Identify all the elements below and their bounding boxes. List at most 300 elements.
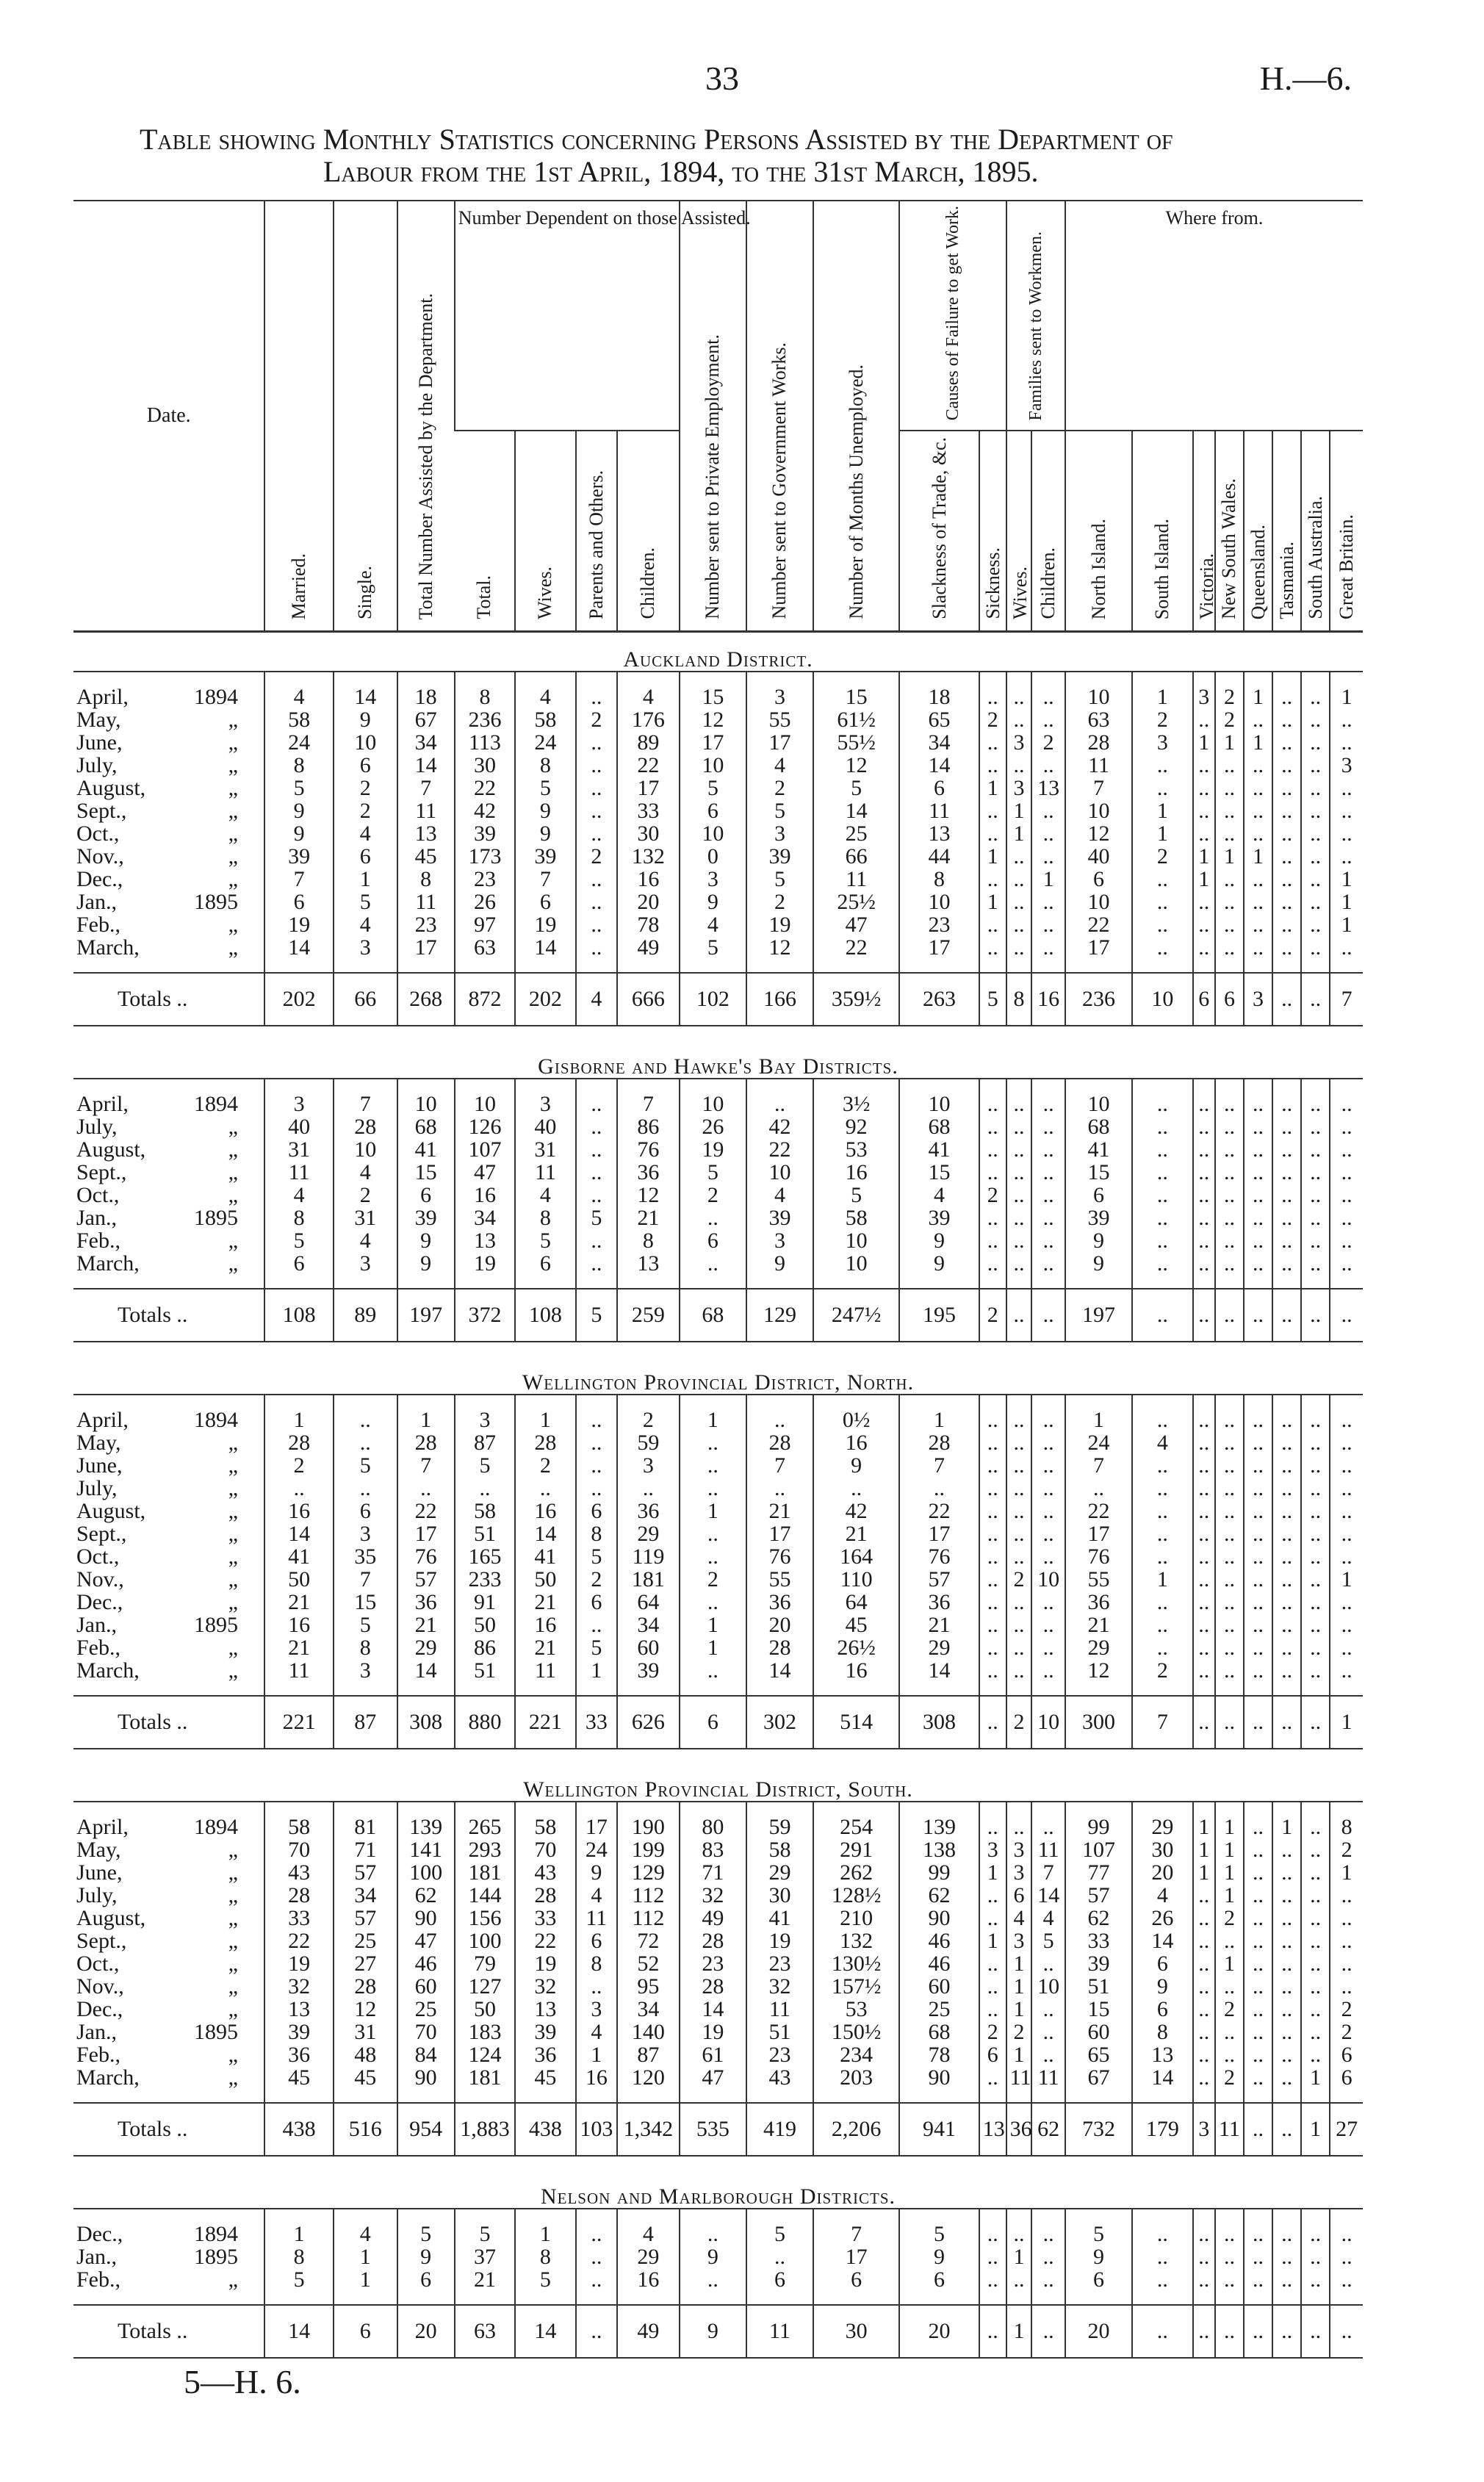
table-cell: 19 [746, 913, 813, 936]
table-cell: 22 [617, 754, 680, 777]
totals-cell: 11 [1215, 2103, 1244, 2156]
table-cell: 5 [397, 2223, 455, 2245]
table-cell: .. [1215, 822, 1244, 845]
table-cell: 5 [576, 1636, 617, 1659]
table-cell: .. [680, 2268, 746, 2291]
table-cell: .. [334, 1477, 397, 1500]
table-cell: .. [576, 1252, 617, 1275]
table-cell: .. [1215, 891, 1244, 913]
totals-cell: .. [1301, 973, 1330, 1026]
table-cell: 139 [899, 1816, 979, 1838]
table-cell: 22 [746, 1138, 813, 1161]
table-cell: .. [746, 2245, 813, 2268]
table-cell: .. [979, 1907, 1006, 1929]
row-date [73, 1252, 264, 1275]
totals-cell: 666 [617, 973, 680, 1026]
table-cell: 107 [455, 1138, 515, 1161]
table-cell: 1 [334, 2268, 397, 2291]
table-cell: .. [1031, 686, 1065, 708]
totals-cell: 247½ [813, 1289, 899, 1342]
table-cell: 10 [1065, 1093, 1132, 1115]
table-cell: 10 [680, 822, 746, 845]
table-cell: 4 [617, 686, 680, 708]
table-row [73, 2066, 1363, 2089]
table-cell: 77 [1065, 1861, 1132, 1884]
row-date [73, 1522, 264, 1545]
table-row [73, 845, 1363, 868]
table-cell: 17 [899, 1522, 979, 1545]
table-cell: .. [1215, 868, 1244, 891]
table-cell: 90 [899, 2066, 979, 2089]
table-cell: 183 [455, 2021, 515, 2043]
row-date [73, 1477, 264, 1500]
table-cell: 16 [264, 1500, 333, 1522]
table-cell: 13 [264, 1998, 333, 2021]
table-cell: 39 [455, 822, 515, 845]
table-cell: .. [1006, 1229, 1032, 1252]
table-cell: 43 [515, 1861, 575, 1884]
table-cell: 1 [1330, 891, 1363, 913]
table-cell: 5 [746, 868, 813, 891]
table-cell: .. [1031, 1816, 1065, 1838]
row-date [73, 1884, 264, 1907]
table-cell: .. [1031, 1093, 1065, 1115]
table-cell: 17 [746, 1522, 813, 1545]
table-row [73, 2245, 1363, 2268]
table-cell: .. [1006, 2223, 1032, 2245]
table-cell: .. [1330, 1929, 1363, 1952]
table-cell: 17 [1065, 936, 1132, 959]
row-date [73, 1998, 264, 2021]
table-cell: .. [1006, 1545, 1032, 1568]
totals-cell: 195 [899, 1289, 979, 1342]
table-cell: 1 [979, 1861, 1006, 1884]
row-date [73, 2021, 264, 2043]
table-cell: .. [1215, 1522, 1244, 1545]
table-cell: 41 [397, 1138, 455, 1161]
table-cell: .. [1006, 845, 1032, 868]
table-cell: .. [680, 1431, 746, 1454]
table-cell: 8 [576, 1952, 617, 1975]
table-cell: 14 [899, 1659, 979, 1682]
totals-cell: .. [1244, 1696, 1272, 1749]
table-cell: .. [1031, 1500, 1065, 1522]
table-cell: 76 [746, 1545, 813, 1568]
table-cell: 1 [1031, 868, 1065, 891]
table-cell: 41 [264, 1545, 333, 1568]
table-cell: 1 [1132, 686, 1192, 708]
table-cell: 51 [455, 1522, 515, 1545]
table-cell: .. [1244, 708, 1272, 731]
table-cell: 57 [334, 1907, 397, 1929]
table-cell: 28 [746, 1636, 813, 1659]
table-cell: 7 [397, 1454, 455, 1477]
table-cell: .. [1301, 1952, 1330, 1975]
table-cell: 6 [1065, 868, 1132, 891]
table-cell: 2 [1132, 1659, 1192, 1682]
table-cell: 1 [515, 2223, 575, 2245]
table-cell: 1 [1006, 2245, 1032, 2268]
totals-cell: 221 [264, 1696, 333, 1749]
totals-label: Totals .. [73, 2305, 264, 2358]
table-cell: 19 [680, 1138, 746, 1161]
table-cell: 110 [813, 1568, 899, 1591]
table-cell: 53 [813, 1998, 899, 2021]
table-cell: 3 [746, 686, 813, 708]
month-name: March, [76, 1658, 140, 1683]
table-row [73, 868, 1363, 891]
totals-cell: 626 [617, 1696, 680, 1749]
section-header [73, 631, 1363, 672]
table-cell: 47 [813, 913, 899, 936]
table-row [73, 1591, 1363, 1614]
totals-cell: 2 [1006, 1696, 1032, 1749]
table-cell: 4 [264, 686, 333, 708]
table-cell: .. [1031, 1138, 1065, 1161]
table-row [73, 2223, 1363, 2245]
table-cell: .. [979, 2245, 1006, 2268]
table-cell: 9 [680, 891, 746, 913]
table-cell: .. [1215, 1454, 1244, 1477]
table-cell: 36 [1065, 1591, 1132, 1614]
table-cell: .. [1193, 1952, 1215, 1975]
month-year: „ [228, 1589, 238, 1614]
table-cell: 39 [899, 1206, 979, 1229]
table-cell: .. [1301, 1636, 1330, 1659]
table-cell: .. [680, 2223, 746, 2245]
table-cell: .. [1330, 2223, 1363, 2245]
table-cell: 15 [334, 1591, 397, 1614]
table-cell: 0 [680, 845, 746, 868]
table-cell: .. [1193, 1454, 1215, 1477]
totals-cell: 300 [1065, 1696, 1132, 1749]
table-cell: 12 [1065, 1659, 1132, 1682]
table-cell: .. [1301, 1659, 1330, 1682]
table-cell: 6 [576, 1591, 617, 1614]
title-line-1: Table showing Monthly Statistics concerning Persons Assisted by the Department of [140, 123, 1173, 156]
header-nsw: New South Wales. [1218, 478, 1240, 619]
table-cell: 7 [899, 1454, 979, 1477]
table-cell: .. [1301, 1500, 1330, 1522]
table-cell: 1 [515, 1409, 575, 1431]
table-cell: .. [264, 1477, 333, 1500]
table-cell: 92 [813, 1115, 899, 1138]
table-cell: 5 [455, 1454, 515, 1477]
row-date [73, 754, 264, 777]
table-cell: .. [1301, 1477, 1330, 1500]
table-cell: .. [1193, 1252, 1215, 1275]
table-cell: .. [1272, 1161, 1301, 1184]
section-title: Auckland District. [73, 631, 1363, 672]
totals-cell: 197 [397, 1289, 455, 1342]
table-cell: .. [1244, 1591, 1272, 1614]
header-slackness: Slackness of Trade, &c. [928, 437, 950, 619]
header-dependent-group: Number Dependent on those Assisted. [455, 201, 680, 431]
table-cell: 19 [455, 1252, 515, 1275]
table-cell: 34 [617, 1614, 680, 1636]
table-cell: 7 [1031, 1861, 1065, 1884]
table-cell: 35 [334, 1545, 397, 1568]
table-cell: 36 [617, 1500, 680, 1522]
table-cell: 30 [455, 754, 515, 777]
table-cell: 1 [1215, 1952, 1244, 1975]
month-name: Jan., [76, 2019, 117, 2044]
table-cell: 4 [264, 1184, 333, 1206]
month-name: August, [76, 1905, 146, 1930]
table-row [73, 1838, 1363, 1861]
table-cell: 65 [1065, 2043, 1132, 2066]
table-cell: .. [979, 1659, 1006, 1682]
totals-cell: .. [1272, 2305, 1301, 2358]
table-cell: 10 [1065, 799, 1132, 822]
header-parents: Parents and Others. [585, 470, 607, 619]
table-cell: 21 [746, 1500, 813, 1522]
table-cell: .. [1193, 1161, 1215, 1184]
table-cell: 8 [515, 754, 575, 777]
table-cell: 55½ [813, 731, 899, 754]
table-cell: .. [1244, 1522, 1272, 1545]
table-cell: .. [1031, 2021, 1065, 2043]
table-cell: 199 [617, 1838, 680, 1861]
footer-reference: 5—H. 6. [184, 2363, 301, 2400]
table-cell: 1 [1330, 1861, 1363, 1884]
table-cell: .. [1215, 936, 1244, 959]
table-cell: 99 [899, 1861, 979, 1884]
table-cell: 9 [746, 1252, 813, 1275]
totals-cell: 5 [979, 973, 1006, 1026]
table-cell: .. [455, 1477, 515, 1500]
header-tasmania: Tasmania. [1275, 542, 1297, 619]
table-cell: 57 [397, 1568, 455, 1591]
table-cell: .. [334, 1431, 397, 1454]
table-cell: .. [1215, 1184, 1244, 1206]
row-date [73, 2268, 264, 2291]
table-cell: .. [1031, 1659, 1065, 1682]
table-cell: 5 [264, 2268, 333, 2291]
table-cell: 9 [899, 2245, 979, 2268]
totals-cell: 941 [899, 2103, 979, 2156]
table-cell: .. [979, 1409, 1006, 1431]
table-cell: 26½ [813, 1636, 899, 1659]
table-cell: 58 [746, 1838, 813, 1861]
table-cell: 43 [264, 1861, 333, 1884]
table-cell: .. [1301, 913, 1330, 936]
table-cell: 9 [899, 1252, 979, 1275]
totals-cell: 49 [617, 2305, 680, 2358]
table-cell: .. [1006, 1161, 1032, 1184]
table-cell: 64 [617, 1591, 680, 1614]
table-cell: 1 [397, 1409, 455, 1431]
table-cell: 10 [813, 1252, 899, 1275]
table-cell: .. [1330, 1591, 1363, 1614]
table-cell: .. [1031, 1636, 1065, 1659]
row-date [73, 1591, 264, 1614]
table-cell: .. [617, 1477, 680, 1500]
table-cell: .. [1301, 1431, 1330, 1454]
table-cell: .. [1301, 1229, 1330, 1252]
table-cell: 3 [1006, 1929, 1032, 1952]
table-cell: .. [979, 1952, 1006, 1975]
month-year: „ [228, 1228, 238, 1253]
table-cell: 2 [576, 708, 617, 731]
header-where-group: Where from. [1065, 201, 1363, 431]
table-cell: .. [1132, 1409, 1192, 1431]
table-cell: 48 [334, 2043, 397, 2066]
table-cell: 4 [576, 2021, 617, 2043]
table-cell: 1 [1215, 731, 1244, 754]
table-cell: .. [1132, 1522, 1192, 1545]
table-cell: 3 [979, 1838, 1006, 1861]
table-cell: 14 [746, 1659, 813, 1682]
table-cell: 6 [264, 891, 333, 913]
table-cell: 2 [1006, 2021, 1032, 2043]
table-cell: 291 [813, 1838, 899, 1861]
table-cell: .. [1215, 1929, 1244, 1952]
month-year: „ [228, 730, 238, 755]
table-row [73, 822, 1363, 845]
table-cell: .. [1006, 936, 1032, 959]
table-cell: .. [979, 686, 1006, 708]
table-cell: 29 [617, 1522, 680, 1545]
totals-label: Totals .. [73, 1289, 264, 1342]
table-cell: 5 [334, 891, 397, 913]
table-cell: 8 [264, 2245, 333, 2268]
table-cell: 10 [455, 1093, 515, 1115]
table-cell: .. [1272, 868, 1301, 891]
table-cell: 124 [455, 2043, 515, 2066]
table-cell: 51 [455, 1659, 515, 1682]
table-cell: 28 [515, 1431, 575, 1454]
table-cell: .. [1193, 1229, 1215, 1252]
table-cell: .. [979, 913, 1006, 936]
table-cell: 22 [813, 936, 899, 959]
table-cell: 19 [515, 1952, 575, 1975]
table-cell: 40 [1065, 845, 1132, 868]
table-cell: .. [1006, 1115, 1032, 1138]
table-cell: .. [1193, 1522, 1215, 1545]
table-cell: 17 [746, 731, 813, 754]
section-header [73, 1026, 1363, 1079]
month-name: Dec., [76, 1589, 123, 1614]
table-cell: 17 [397, 936, 455, 959]
table-cell: .. [1330, 1522, 1363, 1545]
table-cell: 8 [515, 2245, 575, 2268]
table-cell: .. [1244, 936, 1272, 959]
month-name: July, [76, 1475, 118, 1500]
month-year: 1895 [194, 2244, 238, 2269]
table-row [73, 1093, 1363, 1115]
table-cell: 7 [264, 868, 333, 891]
table-cell: 25 [397, 1998, 455, 2021]
table-cell: 11 [1006, 2066, 1032, 2089]
table-cell: .. [397, 1477, 455, 1500]
table-cell: 87 [455, 1431, 515, 1454]
table-row [73, 1229, 1363, 1252]
table-cell: 6 [334, 845, 397, 868]
table-row [73, 754, 1363, 777]
totals-cell: 2 [979, 1289, 1006, 1342]
table-cell: .. [1330, 799, 1363, 822]
table-cell: 8 [1330, 1816, 1363, 1838]
table-cell: 5 [515, 2268, 575, 2291]
table-cell: 1 [680, 1614, 746, 1636]
totals-cell: 8 [1006, 973, 1032, 1026]
totals-cell: 438 [264, 2103, 333, 2156]
title-line-2: Labour from the 1st April, 1894, to the 31st March, 1895. [323, 155, 1039, 188]
table-cell: .. [1301, 1929, 1330, 1952]
table-cell: 2 [1031, 731, 1065, 754]
table-cell: 7 [1065, 1454, 1132, 1477]
table-cell: .. [1301, 1861, 1330, 1884]
table-cell: .. [1272, 1522, 1301, 1545]
section-header [73, 1749, 1363, 1802]
table-cell: .. [1031, 708, 1065, 731]
header-married: Married. [288, 553, 310, 619]
table-row [73, 1431, 1363, 1454]
table-cell: .. [576, 822, 617, 845]
table-cell: .. [1132, 1184, 1192, 1206]
table-cell: 21 [617, 1206, 680, 1229]
table-cell: .. [1301, 2245, 1330, 2268]
table-cell: 119 [617, 1545, 680, 1568]
table-cell: 61 [680, 2043, 746, 2066]
month-name: July, [76, 1114, 118, 1139]
table-cell: .. [1301, 1409, 1330, 1431]
table-cell: 1 [1272, 1816, 1301, 1838]
table-cell: 6 [1065, 1184, 1132, 1206]
table-cell: 6 [515, 891, 575, 913]
table-cell: .. [979, 1975, 1006, 1998]
table-cell: .. [1132, 1636, 1192, 1659]
totals-cell: .. [979, 2305, 1006, 2358]
table-cell: 4 [334, 1161, 397, 1184]
table-cell: 36 [264, 2043, 333, 2066]
table-cell: .. [1031, 1252, 1065, 1275]
table-cell: 3 [1330, 754, 1363, 777]
table-cell: 2 [680, 1184, 746, 1206]
table-cell: 76 [397, 1545, 455, 1568]
table-cell: .. [1031, 1591, 1065, 1614]
row-date [73, 1545, 264, 1568]
table-cell: .. [1215, 913, 1244, 936]
table-cell: .. [1031, 2245, 1065, 2268]
table-cell: .. [576, 1477, 617, 1500]
month-year: 1895 [194, 1612, 238, 1637]
table-cell: .. [979, 1229, 1006, 1252]
table-cell: 91 [455, 1591, 515, 1614]
table-cell: 10 [813, 1229, 899, 1252]
table-cell: 129 [617, 1861, 680, 1884]
totals-cell: 308 [397, 1696, 455, 1749]
table-cell: 8 [264, 1206, 333, 1229]
table-cell: .. [576, 1161, 617, 1184]
table-cell: 16 [813, 1431, 899, 1454]
section-title: Gisborne and Hawke's Bay Districts. [73, 1026, 1363, 1079]
table-cell: .. [576, 754, 617, 777]
table-cell: .. [1006, 1206, 1032, 1229]
table-cell: 24 [576, 1838, 617, 1861]
header-single: Single. [354, 566, 376, 619]
table-cell: .. [1330, 1093, 1363, 1115]
table-cell: 4 [1031, 1907, 1065, 1929]
table-cell: .. [1132, 913, 1192, 936]
table-cell: .. [1215, 1161, 1244, 1184]
row-date [73, 2245, 264, 2268]
table-cell: 17 [397, 1522, 455, 1545]
table-cell: 6 [334, 754, 397, 777]
table-cell: .. [1193, 1409, 1215, 1431]
table-cell: 9 [680, 2245, 746, 2268]
